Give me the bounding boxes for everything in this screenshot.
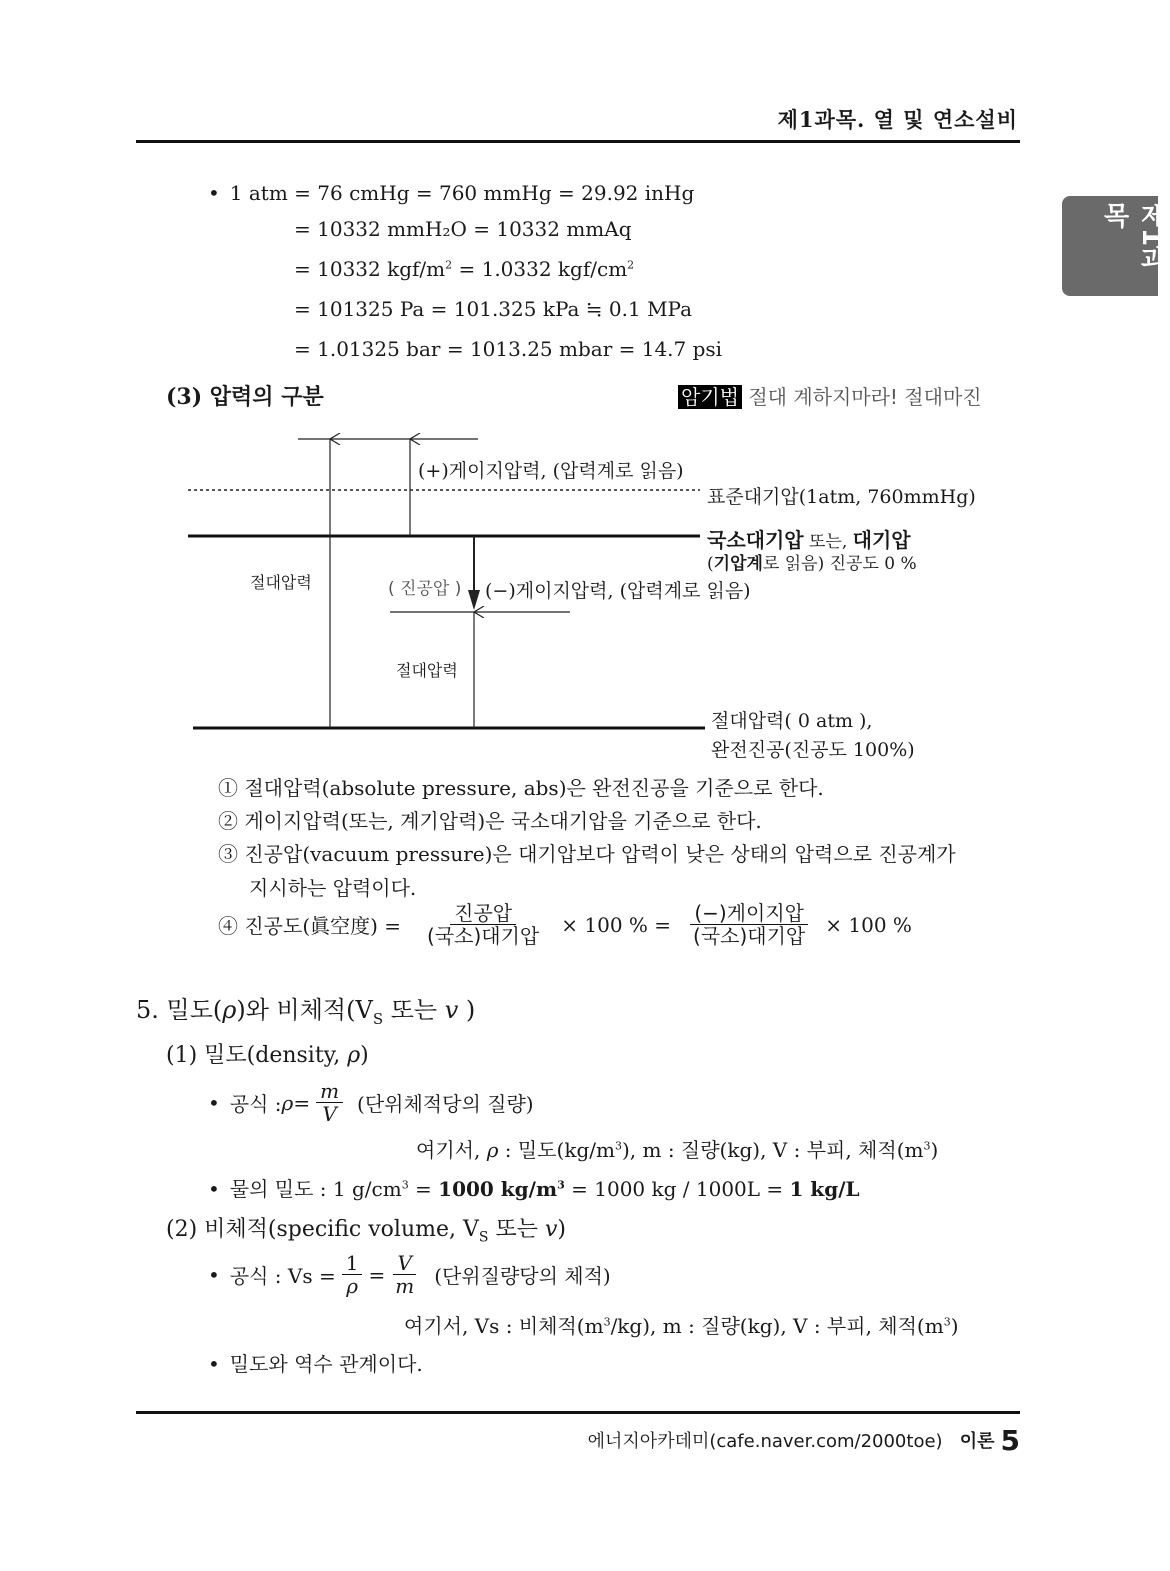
vacuum-degree-lead: ④ 진공도(眞空度) =: [218, 914, 402, 938]
sv-h-b: 또는: [488, 1217, 545, 1242]
sw-a: 여기서, Vs : 비체적(m: [404, 1314, 604, 1338]
density-where: [416, 1134, 938, 1163]
sv-h-c: ): [557, 1217, 566, 1242]
plus-gauge-label: (+)게이지압력, (압력계로 읽음): [418, 460, 684, 482]
s5-c: 또는: [383, 996, 445, 1024]
water-bold1: 1000 kg/m: [438, 1177, 558, 1201]
absolute-pressure-label: 절대압력: [250, 573, 312, 592]
fraction-1-den: (국소)대기압: [427, 924, 540, 948]
barometer-rest: 로 읽음) 진공도 0 %: [762, 554, 917, 574]
vacuum-label: ( 진공압 ): [388, 579, 462, 599]
section-5-heading: [136, 990, 475, 1028]
section-3-heading: (3) 압력의 구분: [166, 384, 324, 410]
sv-d2: m: [395, 1274, 415, 1298]
item-4-formula: [218, 902, 912, 947]
s5-v: v: [444, 996, 459, 1024]
footer-rule: [136, 1411, 1020, 1414]
item-3: ③ 진공압(vacuum pressure)은 대기압보다 압력이 낮은 상태의 압력으로 진공계가: [218, 842, 956, 866]
vacuum-arrow-head: [468, 590, 480, 610]
sw-b: /kg), m : 질량(kg), V : 부피, 체적(m: [610, 1314, 944, 1338]
atm-line-3a: = 10332 kgf/m: [294, 257, 446, 281]
atm-line-1-text: 1 atm = 76 cmHg = 760 mmHg = 29.92 inHg: [229, 181, 695, 205]
inverse-text: 밀도와 역수 관계이다.: [229, 1352, 423, 1376]
sv-eq2: =: [368, 1262, 386, 1287]
barometer-label: [707, 549, 917, 574]
water-c: = 1000 kg / 1000L =: [564, 1177, 790, 1201]
item-1: ① 절대압력(absolute pressure, abs)은 완전진공을 기준으로 한다.: [218, 776, 824, 800]
item-3-cont: 지시하는 압력이다.: [249, 876, 417, 900]
sw-sup2: 3: [943, 1315, 951, 1329]
density-formula-lead: • 공식 :: [229, 1092, 282, 1116]
absolute-pressure-label-2: 절대압력: [396, 661, 458, 680]
s5-a: 5. 밀도(: [136, 996, 223, 1024]
vacuum-degree-tail: × 100 %: [825, 912, 912, 937]
sw-sup1: 3: [603, 1315, 611, 1329]
sv-d1: ρ: [346, 1274, 358, 1298]
running-header: 제1과목. 열 및 연소설비: [777, 107, 1018, 132]
atm-line-5: = 1.01325 bar = 1013.25 mbar = 14.7 psi: [294, 337, 723, 361]
density-h-a: (1) 밀도(density,: [166, 1043, 348, 1068]
s5-b: )와 비체적(V: [236, 996, 373, 1024]
density-formula-tail: (단위체적당의 질량): [357, 1092, 534, 1116]
s5-s: S: [372, 1009, 384, 1028]
sv-h-s: S: [478, 1229, 489, 1246]
density-num: m: [316, 1080, 343, 1103]
mnemonic-text: 절대 계하지마라! 절대마진: [741, 385, 982, 409]
minus-gauge-label: (−)게이지압력, (압력계로 읽음): [485, 580, 751, 602]
density-fraction: [316, 1080, 343, 1125]
local-atm-bold: 국소대기압: [707, 528, 804, 552]
water-sup2: 3: [557, 1178, 565, 1192]
chapter-tab-label: 제1과목: [1099, 202, 1166, 273]
density-eq: =: [293, 1090, 311, 1115]
sv-n2: V: [393, 1252, 415, 1275]
header-rule: [136, 140, 1020, 143]
fraction-2: [689, 902, 809, 947]
dw-rho: ρ: [486, 1138, 499, 1162]
std-atm-label: 표준대기압(1atm, 760mmHg): [707, 486, 976, 508]
density-rho: ρ: [281, 1090, 294, 1115]
footer-site: 에너지아카데미(cafe.naver.com/2000toe): [587, 1431, 943, 1452]
item-2: ② 게이지압력(또는, 계기압력)은 국소대기압을 기준으로 한다.: [218, 809, 762, 833]
dw-d: ): [930, 1138, 939, 1162]
dw-a: 여기서,: [416, 1138, 487, 1162]
sv-formula-lead: • 공식 : Vs =: [229, 1264, 336, 1288]
s5-rho: ρ: [222, 996, 237, 1024]
atm-line-4: = 101325 Pa = 101.325 kPa ≒ 0.1 MPa: [294, 297, 693, 321]
density-heading: [166, 1038, 369, 1069]
density-den: V: [322, 1102, 337, 1126]
atm-line-3b: = 1.0332 kgf/cm: [452, 257, 628, 281]
atm-line-2: = 10332 mmH₂O = 10332 mmAq: [294, 217, 632, 241]
sw-c: ): [950, 1314, 959, 1338]
density-h-b: ): [360, 1043, 369, 1068]
dw-c: ), m : 질량(kg), V : 부피, 체적(m: [621, 1138, 924, 1162]
atm-line-1: [208, 181, 694, 205]
fraction-1: [423, 902, 543, 947]
dw-sup1: 3: [614, 1139, 622, 1153]
mnemonic: [678, 381, 982, 410]
barometer-open: (: [707, 554, 714, 574]
specific-volume-heading: [166, 1212, 566, 1245]
local-atm-or: 또는,: [803, 532, 853, 552]
fraction-2-den: (국소)대기압: [693, 924, 806, 948]
water-density: [208, 1173, 860, 1202]
footer-label: 이론: [959, 1431, 995, 1452]
water-sup1: 3: [401, 1178, 409, 1192]
footer: [588, 1424, 1020, 1457]
atm-line-3: = 10332 kgf/$m^2 = 1.0332$ kgf/$cm^2$: [294, 257, 635, 281]
atm-bold: 대기압: [852, 528, 911, 552]
sv-n1: 1: [342, 1252, 363, 1275]
fraction-1-num: 진공압: [450, 902, 516, 925]
dw-b: : 밀도(kg/m: [498, 1138, 615, 1162]
sv-formula-tail: (단위질량당의 체적): [434, 1264, 611, 1288]
water-a: 물의 밀도 : 1 g/cm: [229, 1177, 402, 1201]
specific-volume-formula: [208, 1252, 611, 1297]
chapter-tab: [1062, 196, 1166, 296]
water-bold2: 1 kg/L: [789, 1177, 860, 1201]
sv-h-a: (2) 비체적(specific volume, V: [166, 1217, 479, 1242]
s5-d: ): [458, 996, 476, 1024]
zero-pressure-label: 절대압력( 0 atm ),: [711, 710, 873, 732]
water-b: =: [408, 1177, 439, 1201]
fraction-2-num: (−)게이지압: [690, 902, 808, 925]
barometer-bold: 기압계: [713, 554, 763, 574]
vacuum-degree-mid: × 100 % =: [561, 912, 672, 937]
dw-sup2: 3: [923, 1139, 931, 1153]
sv-fraction-2: [391, 1252, 418, 1297]
inverse-relation: [208, 1348, 423, 1377]
sv-h-v: v: [544, 1217, 558, 1242]
specific-volume-where: [404, 1310, 959, 1339]
density-formula: [208, 1080, 534, 1125]
mnemonic-tag: 암기법: [678, 385, 742, 409]
density-h-rho: ρ: [347, 1043, 361, 1068]
page-number: 5: [1000, 1424, 1020, 1457]
sv-fraction-1: [342, 1252, 363, 1297]
full-vacuum-label: 완전진공(진공도 100%): [711, 739, 915, 761]
